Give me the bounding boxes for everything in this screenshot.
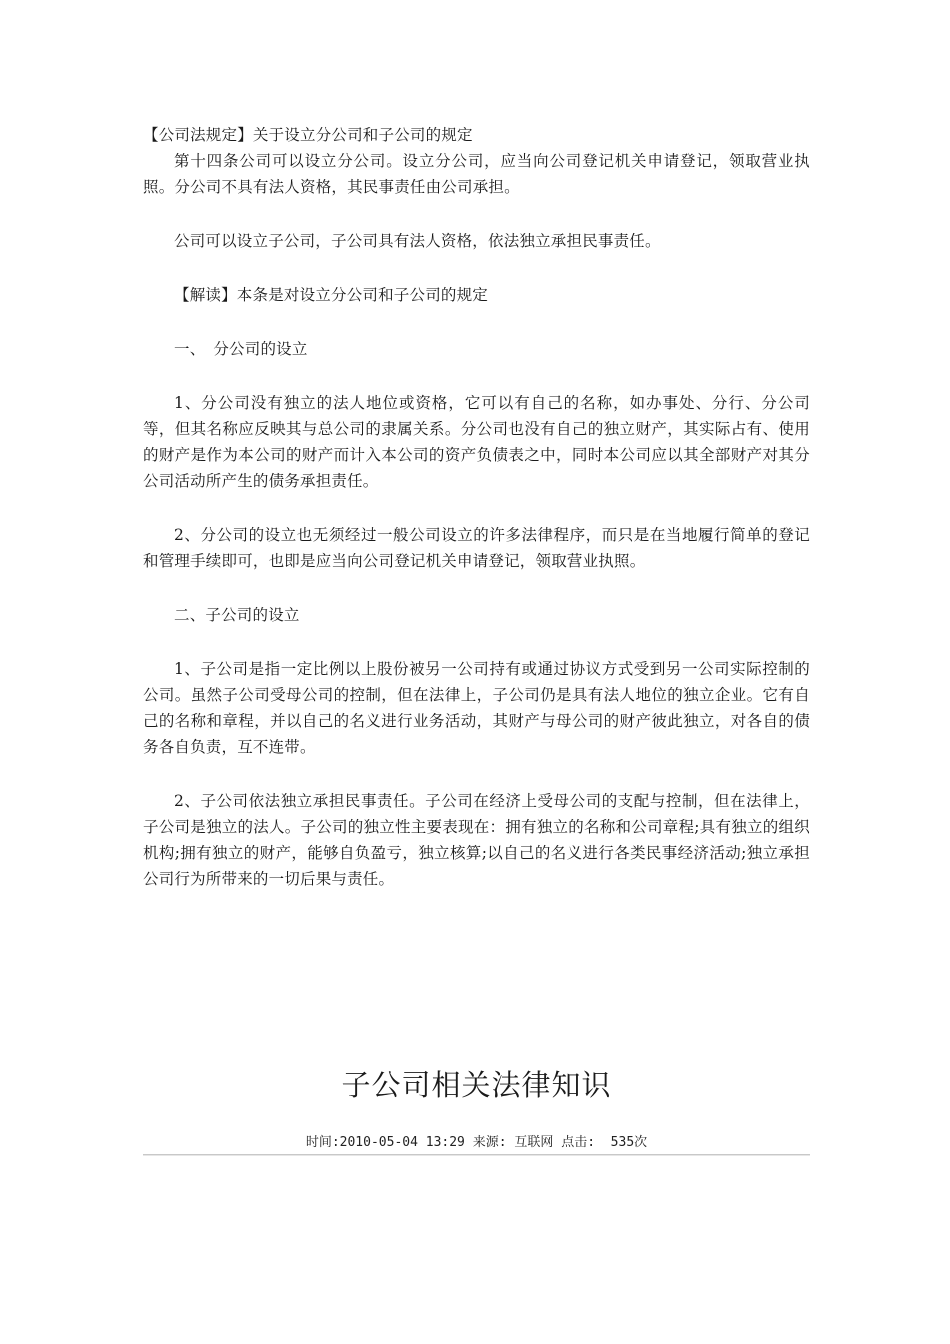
paragraph-branch-1: 1、分公司没有独立的法人地位或资格，它可以有自己的名称，如办事处、分行、分公司等，但其名称应反映其与总公司的隶属关系。分公司也没有自己的独立财产，其实际占有、使用的财产是作为本公司的财产而计入本公司的资产负债表之中，同时本公司应以其全部财产对其分公司活动所产生的债务承担责任。 <box>143 394 810 490</box>
document-heading: 【公司法规定】关于设立分公司和子公司的规定 <box>143 126 473 144</box>
article-meta <box>143 1134 810 1152</box>
paragraph-subsidiary-2: 2、子公司依法独立承担民事责任。子公司在经济上受母公司的支配与控制，但在法律上，子公司是独立的法人。子公司的独立性主要表现在：拥有独立的名称和公司章程;具有独立的组织机构;拥有独立的财产，能够自负盈亏，独立核算;以自己的名义进行各类民事经济活动;独立承担公司行为所带来的一切后果与责任。 <box>143 792 810 888</box>
paragraph-article-14: 第十四条公司可以设立分公司。设立分公司，应当向公司登记机关申请登记，领取营业执照。分公司不具有法人资格，其民事责任由公司承担。 <box>143 152 810 196</box>
paragraph-branch-2: 2、分公司的设立也无须经过一般公司设立的许多法律程序，而只是在当地履行简单的登记和管理手续即可，也即是应当向公司登记机关申请登记，领取营业执照。 <box>143 526 810 570</box>
section-title-branch: 一、 分公司的设立 <box>174 340 308 358</box>
article-header <box>143 1065 810 1156</box>
article-meta-text: 时间:2010-05-04 13:29 来源: 互联网 点击: 535次 <box>305 1135 648 1150</box>
paragraph-subsidiary: 公司可以设立子公司，子公司具有法人资格，依法独立承担民事责任。 <box>174 232 661 250</box>
section-title-subsidiary: 二、子公司的设立 <box>174 606 300 624</box>
paragraph-interpretation: 【解读】本条是对设立分公司和子公司的规定 <box>174 286 489 304</box>
divider <box>143 1154 810 1156</box>
paragraph-subsidiary-1: 1、子公司是指一定比例以上股份被另一公司持有或通过协议方式受到另一公司实际控制的公司。虽然子公司受母公司的控制，但在法律上，子公司仍是具有法人地位的独立企业。它有自己的名称和章程，并以自己的名义进行业务活动，其财产与母公司的财产彼此独立，对各自的债务各自负责，互不连带。 <box>143 660 810 756</box>
document-body <box>143 122 810 892</box>
article-title: 子公司相关法律知识 <box>341 1068 612 1102</box>
